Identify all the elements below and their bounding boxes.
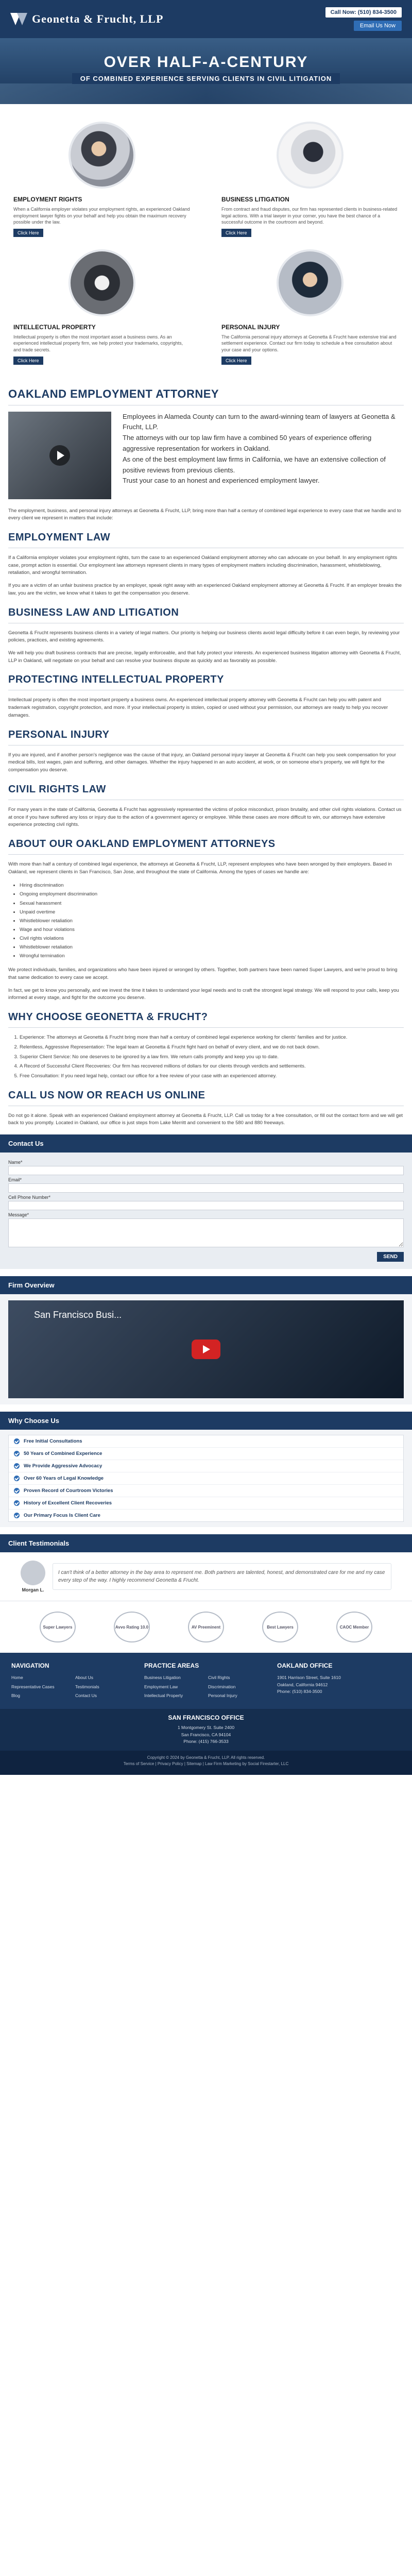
badge-caoc: CAOC Member <box>336 1612 372 1642</box>
list-item: 3. Superior Client Service: No one deserves to be ignored by a law firm. We return calls promptly and keep you up to date. <box>20 1054 404 1061</box>
card-personal-injury <box>221 249 399 365</box>
item-label: Over 60 Years of Legal Knowledge <box>24 1476 104 1482</box>
paragraph: With more than half a century of combined legal experience, the attorneys at Geonetta & Frucht, LLP, represent employees who have been wronged by their employers. Based in Oakland, we represent clients in San Francisco, San Jose, and throughout the state of California. Among the types of cases we handle are: <box>8 861 392 875</box>
personal-injury-image <box>277 249 344 316</box>
card-more-button[interactable]: Click Here <box>13 357 43 365</box>
firm-overview-section <box>0 1294 412 1404</box>
paragraph: For many years in the state of California, Geonetta & Frucht has aggressively represented the victims of police misconduct, prison brutality, and other civil rights violations. Contact us at once if you have suffered any loss or injury due to the action of a government agency or employee. While these cases are more difficult to win, our attorneys have extensive experience protecting civil rights. <box>8 806 402 828</box>
testimonial-name: Morgan L. <box>22 1587 44 1593</box>
list-item: 5. Free Consultation: If you need legal help, contact our office for a free review of your case with an experienced attorney. <box>20 1073 404 1080</box>
list-item: • Wrongful termination <box>20 952 404 960</box>
testimonials-band: Client Testimonials <box>0 1534 412 1552</box>
intro-line: Trust your case to an honest and experienced employment lawyer. <box>123 477 320 485</box>
page-title: OAKLAND EMPLOYMENT ATTORNEY <box>8 387 404 405</box>
item-label: 50 Years of Combined Experience <box>24 1451 102 1457</box>
intro-line: Employees in Alameda County can turn to the award-winning team of lawyers at Geonetta & Frucht, LLP. <box>123 412 396 431</box>
section-title-why: WHY CHOOSE GEONETTA & FRUCHT? <box>8 1011 404 1028</box>
card-employment-rights <box>13 122 191 237</box>
office-phone[interactable]: Phone: (510) 834-3500 <box>277 1689 322 1694</box>
san-francisco-office <box>0 1709 412 1751</box>
card-more-button[interactable]: Click Here <box>13 229 43 237</box>
email-label: Email* <box>8 1177 22 1183</box>
list-item: 4. A Record of Successful Client Recoveries: Our firm has recovered millions of dollars for our clients through verdicts and settlements. <box>20 1063 404 1071</box>
section-title-about: ABOUT OUR OAKLAND EMPLOYMENT ATTORNEYS <box>8 838 404 855</box>
intro-block <box>8 412 404 499</box>
badge-super-lawyers: Super Lawyers <box>40 1612 76 1642</box>
logo[interactable] <box>10 12 163 26</box>
card-intellectual-property <box>13 249 191 365</box>
card-title: BUSINESS LITIGATION <box>221 196 289 203</box>
business-litigation-image <box>277 122 344 189</box>
phone-input[interactable] <box>8 1201 404 1210</box>
list-item: • Hiring discrimination <box>20 881 404 890</box>
badge-best-lawyers: Best Lawyers <box>262 1612 298 1642</box>
list-item: 2. Relentless, Aggressive Representation: The legal team at Geonetta & Frucht fight hard on behalf of every client, and we do not back down. <box>20 1044 404 1052</box>
phone-label: Cell Phone Number* <box>8 1195 51 1200</box>
youtube-play-icon[interactable] <box>192 1340 220 1359</box>
card-more-button[interactable]: Click Here <box>221 357 251 365</box>
list-item <box>9 1485 403 1497</box>
logo-text: Geonetta & Frucht, LLP <box>32 12 164 25</box>
footer-nav-links <box>11 1674 135 1700</box>
list-item <box>9 1435 403 1448</box>
why-us-section <box>0 1430 412 1527</box>
email-us-button[interactable]: Email Us Now <box>354 21 402 31</box>
send-row <box>8 1252 404 1262</box>
list-item: 1. Experience: The attorneys at Geonetta & Frucht bring more than half a century of combined legal experience working for clients' families and for justice. <box>20 1034 404 1042</box>
intro-video[interactable] <box>8 412 111 499</box>
check-icon <box>14 1488 20 1494</box>
case-types-list <box>20 881 404 960</box>
footer-heading: OAKLAND OFFICE <box>277 1662 333 1670</box>
main-content <box>0 375 412 1128</box>
list-item: • Whistleblower retaliation <box>20 917 404 925</box>
list-item: • Ongoing employment discrimination <box>20 890 404 899</box>
intro-line: As one of the best employment law firms in California, we have an extensive collection of positive reviews from previous clients. <box>123 455 386 474</box>
list-item: • Civil rights violations <box>20 934 404 943</box>
intellectual-property-image <box>68 249 135 316</box>
hero-subtitle: OF COMBINED EXPERIENCE SERVING CLIENTS IN CIVIL LITIGATION <box>72 73 340 84</box>
site-footer <box>0 1653 412 1709</box>
list-item <box>9 1472 403 1485</box>
check-icon <box>14 1476 20 1481</box>
section-title-employment: EMPLOYMENT LAW <box>8 532 404 548</box>
item-label: Our Primary Focus Is Client Care <box>24 1513 100 1519</box>
footer-link-employment[interactable]: Employment Law <box>144 1684 178 1689</box>
paragraph: We will help you draft business contracts that are precise, legally enforceable, and that fully protect your interests. An experienced business litigation attorney with Geonetta & Frucht, LLP in Oakland, will negotiate on your behalf and can resolve your business dispute as quickly and as favorably as possible. <box>8 650 401 664</box>
footer-practice-links <box>144 1674 268 1700</box>
footer-heading: SAN FRANCISCO OFFICE <box>168 1714 244 1721</box>
footer-link-business[interactable]: Business Litigation <box>144 1675 181 1681</box>
check-icon <box>14 1513 20 1518</box>
send-button[interactable]: SEND <box>377 1252 404 1262</box>
intro-line: The attorneys with our top law firm have a combined 50 years of experience offering aggressive representation for workers in Oakland. <box>123 434 372 452</box>
video-caption: San Francisco Busi... <box>34 1310 122 1320</box>
item-label: Free Initial Consultations <box>24 1438 82 1445</box>
name-label: Name* <box>8 1160 23 1165</box>
office-phone[interactable]: Phone: (415) 766-3533 <box>183 1739 229 1744</box>
avatar <box>21 1561 45 1585</box>
footer-link-blog[interactable]: Blog <box>11 1693 21 1699</box>
office-address: 1 Montgomery St. Suite 2400 <box>177 1724 235 1730</box>
paragraph: Intellectual property is often the most important property a business owns. An experienced intellectual property attorney with Geonetta & Frucht can help you with patent and trademark registration, copyright protection, and more. If your intellectual property is stolen, copied or used without your permission, our attorneys are ready to help you recover damages. <box>8 697 388 718</box>
paragraph: Do not go it alone. Speak with an experienced Oakland employment attorney at Geonetta & Frucht, LLP. Call us today for a free consultation, or fill out the contact form and we will get back to you promptly. Located in Oakland, our office is just steps from Lake Merritt and convenient to the 580 and 880 freeways. <box>8 1112 403 1126</box>
section-title-personal-injury: PERSONAL INJURY <box>8 729 404 745</box>
footer-link-discrimination[interactable]: Discrimination <box>208 1684 236 1689</box>
footer-link-contact[interactable]: Contact Us <box>75 1693 97 1699</box>
item-label: Proven Record of Courtroom Victories <box>24 1488 113 1494</box>
award-badges <box>0 1601 412 1653</box>
copyright-bar <box>0 1751 412 1775</box>
firm-overview-band: Firm Overview <box>0 1276 412 1294</box>
why-us-band: Why Choose Us <box>0 1412 412 1430</box>
card-more-button[interactable]: Click Here <box>221 229 251 237</box>
check-icon <box>14 1451 20 1456</box>
paragraph: If you are injured, and if another person's negligence was the cause of that injury, an Oakland personal injury lawyer at Geonetta & Frucht can help you seek compensation for your medical bills, lost wages, pain and suffering, and other damages. Whether the injury happened in an auto accident, at work, or on someone else's property, we will fight for the compensation you deserve. <box>8 752 397 773</box>
check-icon <box>14 1463 20 1469</box>
footer-link-about[interactable]: About Us <box>75 1675 93 1681</box>
employment-rights-image <box>68 122 135 189</box>
name-input[interactable] <box>8 1166 404 1175</box>
list-item: • Sexual harassment <box>20 899 404 908</box>
footer-heading: NAVIGATION <box>11 1662 49 1670</box>
office-city: Oakland, California 94612 <box>277 1682 328 1687</box>
footer-link-cases[interactable]: Representative Cases <box>11 1684 55 1689</box>
list-item <box>9 1448 403 1460</box>
contact-form <box>0 1153 412 1269</box>
intro-text <box>123 412 404 499</box>
card-text: The California personal injury attorneys at Geonetta & Frucht have extensive trial and settlement experience. Contact our firm today to schedule a free consultation about your case and your options. <box>221 334 397 352</box>
paragraph: Geonetta & Frucht represents business clients in a variety of legal matters. Our priority is helping our business clients avoid legal difficulty before it can even begin, by reviewing your policies, practices, and existing agreements. <box>8 630 400 643</box>
copyright-text: Copyright © 2024 by Geonetta & Frucht, LLP. All rights reserved. <box>147 1755 265 1760</box>
card-text: Intellectual property is often the most important asset a business owns. As an experienced intellectual property firm, we help protect your trademarks, copyrights, and trade secrets. <box>13 334 183 352</box>
card-text: From contract and fraud disputes, our firm has represented clients in business-related legal actions. With a trial lawyer in your corner, you have the best chance of a successful outcome in the courtroom and beyond. <box>221 207 398 225</box>
paragraph: We protect individuals, families, and organizations who have been injured or wronged by others. Together, both partners have been named Super Lawyers, and we're proud to bring that same dedication to every case we accept. <box>8 967 398 980</box>
email-input[interactable] <box>8 1183 404 1193</box>
list-item: • Wage and hour violations <box>20 925 404 934</box>
message-input[interactable] <box>8 1218 404 1247</box>
header-actions <box>325 7 402 31</box>
office-address: 1901 Harrison Street, Suite 1610 <box>277 1675 341 1681</box>
play-icon[interactable] <box>49 445 70 466</box>
call-now-button[interactable]: Call Now: (510) 834-3500 <box>325 7 402 18</box>
paragraph: If you are a victim of an unfair business practice by an employer, speak right away with an experienced Oakland employment attorney at Geonetta & Frucht. If an employer breaks the law, you are the victim, we know what it takes to get the compensation you deserve. <box>8 583 402 596</box>
section-title-business: BUSINESS LAW AND LITIGATION <box>8 607 404 623</box>
card-title: PERSONAL INJURY <box>221 323 280 331</box>
footer-link-civil-rights[interactable]: Civil Rights <box>208 1675 230 1681</box>
footer-link-testimonials[interactable]: Testimonials <box>75 1684 99 1689</box>
item-label: We Provide Aggressive Advocacy <box>24 1463 102 1469</box>
list-item <box>9 1460 403 1472</box>
paragraph: In fact, we get to know you personally, and we invest the time it takes to understand your legal needs and to craft the strongest legal strategy. We will respond to your calls, keep you informed at every stage, and fight for the outcome you deserve. <box>8 987 399 1001</box>
card-business-litigation <box>221 122 399 237</box>
footer-oakland-office <box>277 1662 401 1700</box>
item-label: History of Excellent Client Recoveries <box>24 1500 112 1506</box>
testimonial-text: I can't think of a better attorney in the bay area to represent me. Both partners are talented, honest, and demonstrated care for me and my case every step of the way. I highly recommend Geonetta & Frucht. <box>53 1563 391 1590</box>
contact-band: Contact Us <box>0 1134 412 1153</box>
list-item: • Unpaid overtime <box>20 908 404 917</box>
card-title: EMPLOYMENT RIGHTS <box>13 196 82 203</box>
section-title-ip: PROTECTING INTELLECTUAL PROPERTY <box>8 674 404 690</box>
message-label: Message* <box>8 1212 29 1218</box>
section-title-civil-rights: CIVIL RIGHTS LAW <box>8 784 404 800</box>
why-us-list <box>8 1435 404 1522</box>
practice-cards <box>0 104 412 375</box>
section-title-call: CALL US NOW OR REACH US ONLINE <box>8 1090 404 1106</box>
check-icon <box>14 1438 20 1444</box>
intro-body: The employment, business, and personal injury attorneys at Geonetta & Frucht, LLP, bring more than half a century of combined legal experience to every case that we handle and to every client we represent in matters that include: <box>8 507 401 521</box>
footer-link-ip[interactable]: Intellectual Property <box>144 1693 183 1699</box>
testimonial <box>0 1552 412 1601</box>
site-header <box>0 0 412 38</box>
paragraph: If a California employer violates your employment rights, turn the case to an experienced Oakland employment attorney who can advocate on your behalf. In any employment rights case, prompt action is essential. Our employment law attorneys represent clients in many types of employment matters including discrimination, harassment, whistleblowing, retaliation, and wrongful termination. <box>8 555 398 576</box>
hero-title: OVER HALF-A-CENTURY <box>104 54 308 71</box>
footer-link-home[interactable]: Home <box>11 1675 23 1681</box>
testimonial-author <box>21 1561 45 1592</box>
logo-mark-icon <box>10 12 28 26</box>
office-city: San Francisco, CA 94104 <box>181 1732 231 1737</box>
card-title: INTELLECTUAL PROPERTY <box>13 323 96 331</box>
footer-link-personal-injury[interactable]: Personal Injury <box>208 1693 237 1699</box>
footer-navigation <box>11 1662 135 1700</box>
hero-banner <box>0 38 412 104</box>
firm-overview-video[interactable] <box>8 1300 404 1398</box>
list-item <box>9 1510 403 1521</box>
why-choose-list <box>20 1034 404 1080</box>
badge-avvo: Avvo Rating 10.0 <box>114 1612 150 1642</box>
list-item <box>9 1497 403 1510</box>
badge-av-preeminent: AV Preeminent <box>188 1612 224 1642</box>
footer-legal-links[interactable]: Terms of Service | Privacy Policy | Sitemap | Law Firm Marketing by Social Firestarter, LLC <box>123 1761 289 1767</box>
check-icon <box>14 1500 20 1506</box>
list-item: • Whistleblower retaliation <box>20 943 404 952</box>
footer-heading: PRACTICE AREAS <box>144 1662 199 1670</box>
card-text: When a California employer violates your employment rights, an experienced Oakland employment lawyer fights on your behalf and help you obtain the maximum recovery possible under the law. <box>13 207 190 225</box>
footer-practice-areas <box>144 1662 268 1700</box>
